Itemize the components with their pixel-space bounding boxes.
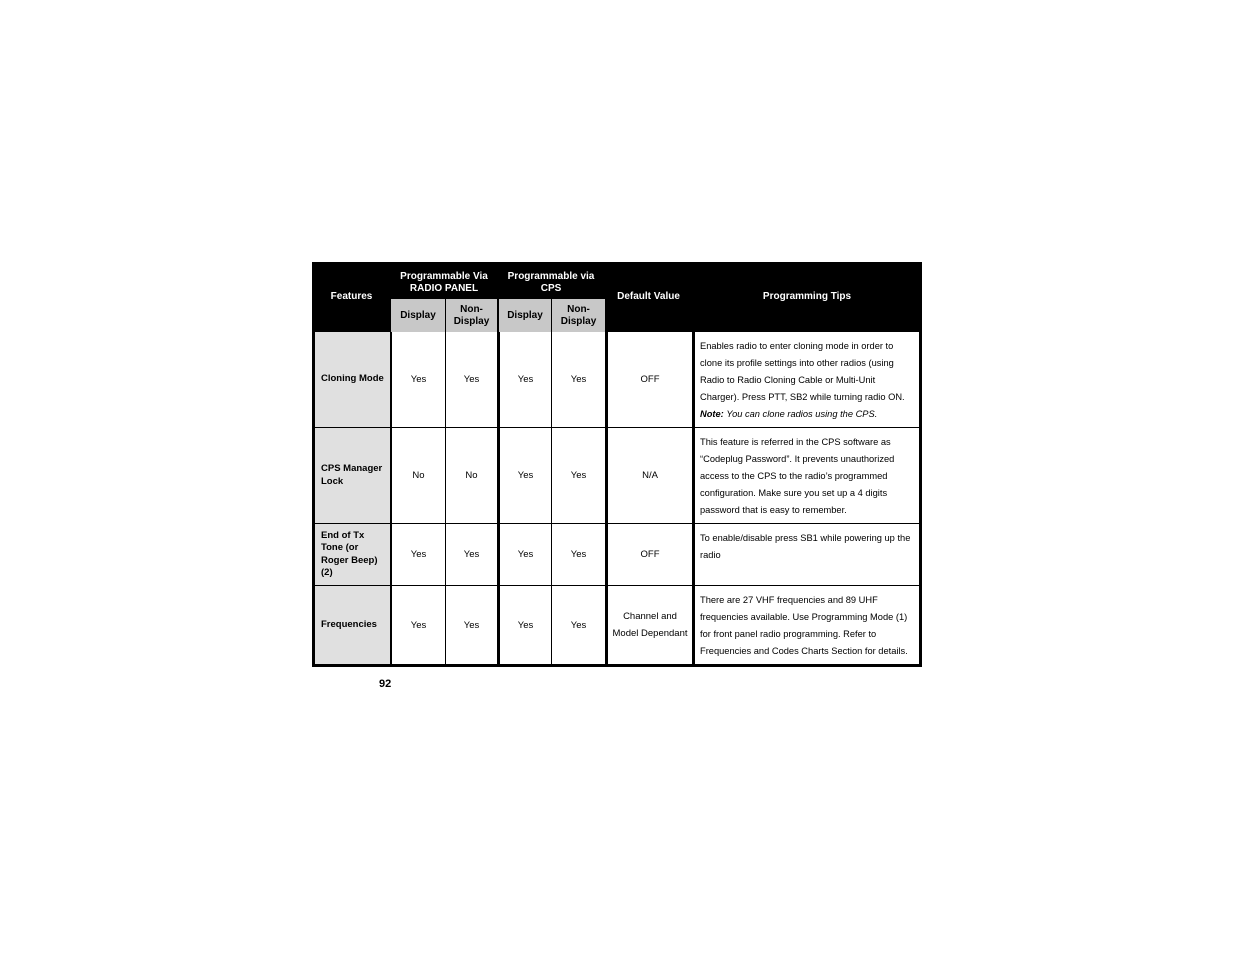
- header-cps-display: Display: [497, 299, 551, 332]
- feature-table-frame: [312, 262, 922, 661]
- header-programming-tips: Programming Tips: [692, 262, 922, 332]
- radio-display-value: No: [391, 428, 445, 524]
- radio-display-value: Yes: [391, 586, 445, 667]
- programming-tip: To enable/disable press SB1 while powering up the radio: [692, 524, 922, 586]
- radio-non-display-value: Yes: [445, 586, 497, 667]
- default-value: N/A: [605, 428, 692, 524]
- note-label: Note:: [700, 409, 724, 419]
- programming-tip: There are 27 VHF frequencies and 89 UHF frequencies available. Use Programming Mode (1) for front panel radio programming. Refer to Frequencies and Codes Charts Section for details.: [692, 586, 922, 667]
- cps-display-value: Yes: [497, 586, 551, 667]
- feature-name: CPS Manager Lock: [312, 428, 391, 524]
- feature-name: Frequencies: [312, 586, 391, 667]
- header-cps: Programmable via CPS: [497, 262, 605, 299]
- radio-non-display-value: No: [445, 428, 497, 524]
- table-row: [312, 428, 922, 524]
- radio-display-value: Yes: [391, 332, 445, 428]
- default-value: OFF: [605, 524, 692, 586]
- header-radio-panel: Programmable Via RADIO PANEL: [391, 262, 497, 299]
- table-row: [312, 332, 922, 428]
- cps-non-display-value: Yes: [551, 428, 605, 524]
- radio-non-display-value: Yes: [445, 524, 497, 586]
- page-number: 92: [379, 678, 392, 690]
- table-row: [312, 524, 922, 586]
- header-default-value: Default Value: [605, 262, 692, 332]
- table-row: [312, 586, 922, 667]
- cps-display-value: Yes: [497, 332, 551, 428]
- cps-non-display-value: Yes: [551, 586, 605, 667]
- cps-display-value: Yes: [497, 428, 551, 524]
- tip-text: Enables radio to enter cloning mode in order to clone its profile settings into other radios (using Radio to Radio Cloning Cable or Multi-Unit Charger). Press PTT, SB2 while turning radio ON.: [700, 341, 905, 402]
- feature-name: Cloning Mode: [312, 332, 391, 428]
- default-value: OFF: [605, 332, 692, 428]
- default-value: Channel and Model Dependant: [605, 586, 692, 667]
- header-features: Features: [312, 262, 391, 332]
- header-cps-non-display: Non-Display: [551, 299, 605, 332]
- cps-non-display-value: Yes: [551, 332, 605, 428]
- header-radio-display: Display: [391, 299, 445, 332]
- cps-display-value: Yes: [497, 524, 551, 586]
- header-radio-non-display: Non-Display: [445, 299, 497, 332]
- cps-non-display-value: Yes: [551, 524, 605, 586]
- programming-tip: [692, 332, 922, 428]
- note-text: You can clone radios using the CPS.: [726, 409, 878, 419]
- radio-display-value: Yes: [391, 524, 445, 586]
- feature-name: End of Tx Tone (or Roger Beep) (2): [312, 524, 391, 586]
- programming-tip: This feature is referred in the CPS software as “Codeplug Password”. It prevents unauthorized access to the CPS to the radio’s programmed configuration. Make sure you set up a 4 digits password that is easy to remember.: [692, 428, 922, 524]
- radio-non-display-value: Yes: [445, 332, 497, 428]
- feature-table: [312, 262, 922, 667]
